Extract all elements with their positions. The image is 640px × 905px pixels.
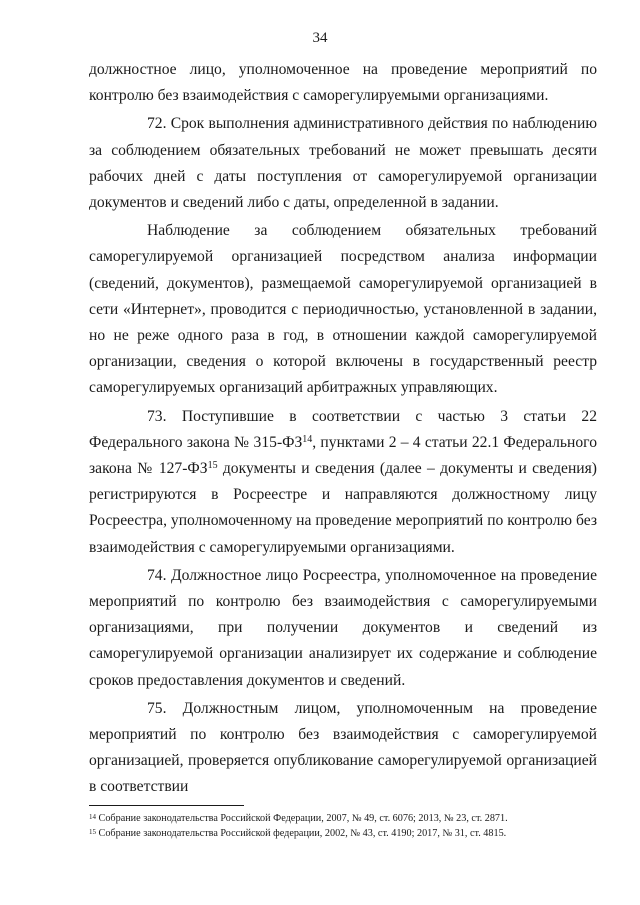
footnote-ref-14: 14 xyxy=(302,433,313,445)
footnote-marker-15: 15 xyxy=(89,827,96,836)
paragraph-73-part1: 73. Поступившие в соответствии с частью 3 статьи 22 Федерального закона № 315-ФЗ xyxy=(89,407,597,451)
footnote-text-15: Собрание законодательства Российской федерации, 2002, № 43, ст. 4190; 2017, № 31, ст. 4815. xyxy=(96,827,507,839)
footnote-15 xyxy=(89,827,597,842)
paragraph-continuation: должностное лицо, уполномоченное на проведение мероприятий по контролю без взаимодействия с саморегулируемыми организациями. xyxy=(89,61,597,105)
paragraph-observation: Наблюдение за соблюдением обязательных требований саморегулируемой организацией посредством анализа информации (сведений, документов), размещаемой саморегулируемой организацией в сети «Интернет», проводится с периодичностью, установленной в задании, но не реже одного раза в год, в отношении каждой саморегулируемой организации, сведения о которой включены в государственный реестр саморегулируемых организаций арбитражных управляющих. xyxy=(89,222,597,397)
paragraph-72: 72. Срок выполнения административного действия по наблюдению за соблюдением обязательных требований не может превышать десяти рабочих дней с даты поступления от саморегулируемой организации документов и сведений либо с даты, определенной в задании. xyxy=(89,115,597,212)
footnote-ref-15: 15 xyxy=(207,460,218,472)
paragraph-75: 75. Должностным лицом, уполномоченным на проведение мероприятий по контролю без взаимодействия с саморегулируемой организацией, проверяется опубликование саморегулируемой организацией в соответствии xyxy=(89,699,597,796)
paragraph-73 xyxy=(89,404,597,561)
footnote-text-14: Собрание законодательства Российской Федерации, 2007, № 49, ст. 6076; 2013, № 23, ст. 2871. xyxy=(96,813,508,824)
footnote-marker-14: 14 xyxy=(89,813,96,821)
footnote-separator xyxy=(89,805,244,806)
page-number: 34 xyxy=(312,30,328,46)
paragraph-73-part3: документы и сведения (далее – документы и сведения) регистрируются в Росреестре и направляются должностному лицу Росреестра, уполномоченному на проведение мероприятий по контролю без взаимодействия с саморегулируемыми организациями. xyxy=(89,460,597,556)
paragraph-74: 74. Должностное лицо Росреестра, уполномоченное на проведение мероприятий по контролю без взаимодействия с саморегулируемыми организациями, при получении документов и сведений из саморегулируемой организации анализирует их содержание и соблюдение сроков предоставления документов и сведений. xyxy=(89,566,597,689)
paragraph-73-part2: , пунктами 2 – 4 статьи 22.1 Федерального закона № 127-ФЗ xyxy=(89,433,597,478)
footnotes xyxy=(89,812,597,841)
document-body xyxy=(89,57,597,803)
footnote-14 xyxy=(89,812,597,827)
